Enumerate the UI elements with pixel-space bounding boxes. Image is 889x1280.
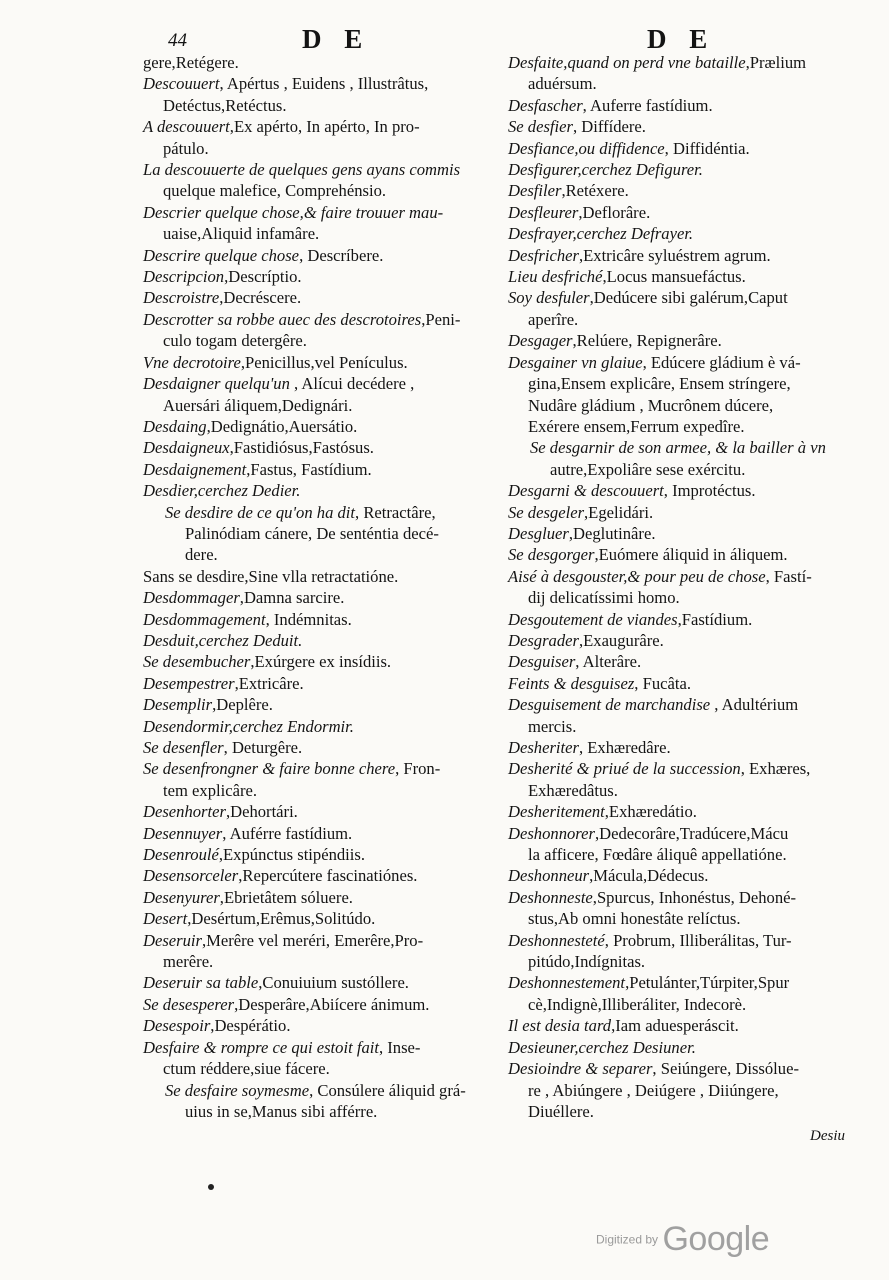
entry-gloss: , Exhæredâre. <box>578 738 671 757</box>
entry-gloss: ,Dedecorâre,Tradúcere,Mácu <box>594 823 789 843</box>
running-head-right: D E <box>647 24 716 54</box>
entry-headword: Desfiler <box>508 181 562 201</box>
dictionary-entry <box>508 651 853 672</box>
google-logo: Google <box>662 1220 770 1258</box>
dictionary-entry <box>143 972 485 993</box>
dictionary-entry <box>143 266 485 287</box>
entry-headword: Desgainer vn glaiue <box>508 352 643 372</box>
entry-headword: Descroistre <box>143 288 220 308</box>
dictionary-entry <box>143 159 485 202</box>
entry-gloss: ,Desperâre,Abiícere ánimum. <box>234 994 430 1014</box>
dictionary-entry <box>508 159 853 180</box>
entry-gloss: , Apértus , Euidens , Illustrâtus, <box>219 74 429 94</box>
entry-headword: Desfaite,quand on perd vne bataille <box>508 53 746 72</box>
entry-headword: Desdommagement <box>143 609 266 629</box>
dictionary-entry <box>143 801 485 822</box>
entry-headword: Deshonnorer <box>508 823 595 843</box>
dictionary-entry <box>143 1015 485 1036</box>
entry-gloss: , Descríbere. <box>299 245 384 265</box>
entry-headword: Desgrader <box>508 630 579 650</box>
entry-continuation: Auersári áliquem,Dedignári. <box>163 395 353 415</box>
dictionary-entry <box>508 758 853 801</box>
entry-gloss: ,Merêre vel meréri, Emerêre,Pro- <box>202 930 424 950</box>
entry-gloss: ,Iam aduesperáscit. <box>611 1016 739 1036</box>
entry-gloss: ,Fastidiósus,Fastósus. <box>229 438 374 458</box>
entry-headword: Deseruir <box>143 930 202 950</box>
dictionary-entry <box>508 801 853 822</box>
entry-headword: Se desenfrongner & faire bonne chere <box>143 759 396 779</box>
entry-gloss: , Adultérium <box>710 695 799 715</box>
digitized-by-text: Digitized by <box>596 1232 659 1247</box>
entry-headword: A descouuert <box>143 117 230 137</box>
dictionary-entry <box>508 480 853 501</box>
entry-gloss: , Seiúngere, Dissólue- <box>652 1059 799 1079</box>
entry-headword: Vne decrotoire <box>143 352 241 372</box>
dictionary-entry <box>143 994 485 1015</box>
entry-gloss: ,Deflorâre. <box>578 202 651 222</box>
entry-continuation: la afficere, Fœdâre áliquê appellatióne. <box>528 845 787 865</box>
entry-gloss: , Indémnitas. <box>265 609 352 629</box>
dictionary-entry <box>143 908 485 929</box>
entry-text: Sans se desdire,Sine vlla retractatióne. <box>143 566 399 586</box>
entry-gloss: , Improtéctus. <box>663 481 756 501</box>
entry-headword: Descrier quelque chose,& faire trouuer mau- <box>143 202 444 222</box>
dictionary-entry <box>143 823 485 844</box>
entry-gloss: ,Fastídium. <box>677 609 753 629</box>
dictionary-entry <box>508 116 853 137</box>
dictionary-entry <box>143 630 485 651</box>
entry-continuation: merêre. <box>163 952 214 972</box>
dictionary-entry <box>508 823 853 866</box>
dictionary-entry <box>508 972 853 1015</box>
entry-headword: Desgarni & descouuert <box>508 481 664 501</box>
entry-headword: Desenhorter <box>143 802 226 822</box>
dictionary-entry <box>508 1058 853 1122</box>
entry-gloss: ,Exúrgere ex insídiis. <box>250 652 392 672</box>
dictionary-entry <box>143 587 485 608</box>
entry-continuation: uaise,Aliquid infamâre. <box>163 224 320 244</box>
entry-gloss: , Alícui decédere , <box>289 374 415 394</box>
running-head-left: D E <box>302 24 371 54</box>
entry-continuation: Exhæredâtus. <box>528 780 618 800</box>
entry-headword: Descrotter sa robbe auec des descrotoires <box>143 309 422 329</box>
page-number: 44 <box>168 30 187 51</box>
entry-headword: Se desgarnir de son armee, & la bailler à vn <box>530 438 826 458</box>
entry-continuation: quelque malefice, Comprehénsio. <box>163 181 387 201</box>
dictionary-entry <box>143 116 485 159</box>
entry-gloss: ,Spurcus, Inhonéstus, Dehoné- <box>592 887 797 907</box>
entry-gloss: , Alterâre. <box>575 652 642 672</box>
entry-headword: Desfascher <box>508 95 583 115</box>
entry-headword: Il est desia tard <box>508 1016 612 1036</box>
entry-continuation: aduérsum. <box>528 74 597 94</box>
entry-headword: Descouuert <box>143 74 220 94</box>
right-column <box>508 52 853 1122</box>
entry-gloss: ,Penicillus,vel Penículus. <box>240 352 408 372</box>
entry-headword: Desdaigner quelqu'un <box>143 374 290 394</box>
entry-headword: Soy desfuler <box>508 288 590 308</box>
entry-headword: Se desembucher <box>143 652 251 672</box>
entry-gloss: ,Prælium <box>745 53 807 72</box>
dictionary-entry <box>143 309 485 352</box>
entry-headword: Desendormir,cerchez Endormir. <box>143 716 354 736</box>
entry-headword: Desdaigneux <box>143 438 230 458</box>
entry-gloss: ,Fastus, Fastídium. <box>246 459 372 479</box>
entry-headword: Se desfaire soymesme <box>165 1080 310 1100</box>
dictionary-entry <box>508 1037 853 1058</box>
dictionary-entry <box>143 566 485 587</box>
entry-headword: Desherité & priué de la succession <box>508 759 741 779</box>
entry-headword: Lieu desfriché <box>508 267 603 287</box>
digitized-mark <box>596 1220 769 1259</box>
entry-gloss: ,Deglutinâre. <box>568 523 656 543</box>
entry-gloss: ,Dehortári. <box>225 802 298 822</box>
dictionary-entry <box>508 609 853 630</box>
dictionary-entry <box>508 865 853 886</box>
dictionary-entry <box>143 737 485 758</box>
entry-headword: Desheritement <box>508 802 605 822</box>
entry-continuation: dere. <box>185 545 218 565</box>
dictionary-entry <box>508 287 853 330</box>
entry-headword: Se desgorger <box>508 545 595 565</box>
entry-headword: Desespoir <box>143 1016 211 1036</box>
entry-gloss: ,Conuiuium sustóllere. <box>258 973 409 993</box>
entry-headword: Desfaire & rompre ce qui estoit fait <box>143 1037 379 1057</box>
entry-gloss: , Fastí- <box>765 566 812 586</box>
entry-gloss: , Probrum, Illiberálitas, Tur- <box>604 930 792 950</box>
entry-gloss: ,Decréscere. <box>219 288 302 308</box>
entry-continuation: cè,Indignè,Illiberáliter, Indecorè. <box>528 994 747 1014</box>
dictionary-entry <box>508 694 853 737</box>
entry-continuation: tem explicâre. <box>163 780 257 800</box>
entry-headword: Desfricher <box>508 245 579 265</box>
entry-headword: Desguiser <box>508 652 576 672</box>
dictionary-entry <box>508 566 853 609</box>
entry-gloss: ,Ebrietâtem sóluere. <box>219 887 353 907</box>
entry-gloss: ,Damna sarcire. <box>239 588 345 608</box>
entry-continuation: pátulo. <box>163 138 209 158</box>
entry-gloss: ,Desértum,Erêmus,Solitúdo. <box>187 909 376 929</box>
entry-continuation: ctum réddere,siue fácere. <box>163 1059 330 1079</box>
entry-gloss: ,Relúere, Repignerâre. <box>572 331 722 351</box>
entry-continuation: Palinódiam cánere, De senténtia decé- <box>185 523 439 543</box>
entry-headword: Deshonnesteté <box>508 930 605 950</box>
entry-gloss: , Retractâre, <box>355 502 436 522</box>
dictionary-entry <box>143 52 485 73</box>
entry-gloss: ,Egelidári. <box>584 502 654 522</box>
dictionary-entry <box>143 694 485 715</box>
entry-headword: La descouuerte de quelques gens ayans commis <box>143 160 461 180</box>
entry-continuation: Diuéllere. <box>528 1101 594 1121</box>
entry-gloss: ,Exhæredátio. <box>604 802 697 822</box>
entry-headword: Desdier,cerchez Dedier. <box>143 481 301 501</box>
entry-headword: Desenroulé <box>143 845 219 865</box>
entry-gloss: ,Petulánter,Túrpiter,Spur <box>625 973 790 993</box>
dictionary-entry <box>508 352 853 438</box>
entry-headword: Deshonneur <box>508 866 590 886</box>
entry-gloss: , Fron- <box>395 759 441 779</box>
dictionary-entry <box>143 673 485 694</box>
entry-continuation: stus,Ab omni honestâte relíctus. <box>528 909 741 929</box>
dictionary-entry <box>143 459 485 480</box>
dictionary-entry <box>508 180 853 201</box>
entry-headword: Se desesperer <box>143 994 235 1014</box>
dictionary-entry <box>143 651 485 672</box>
dictionary-entry <box>143 609 485 630</box>
entry-gloss: , Auférre fastídium. <box>222 823 353 843</box>
entry-headword: Desgluer <box>508 523 569 543</box>
entry-headword: Desenyurer <box>143 887 220 907</box>
entry-gloss: ,Descríptio. <box>224 267 302 287</box>
dictionary-entry <box>143 416 485 437</box>
entry-headword: Deshonnestement <box>508 973 626 993</box>
dictionary-entry <box>508 223 853 244</box>
entry-continuation: Exérere ensem,Ferrum expedîre. <box>528 416 745 436</box>
entry-gloss: ,Locus mansuefáctus. <box>602 267 746 287</box>
dictionary-entry <box>508 266 853 287</box>
dictionary-entry <box>508 930 853 973</box>
dictionary-entry <box>143 480 485 501</box>
entry-headword: Desemplir <box>143 695 213 715</box>
entry-gloss: ,Mácula,Dédecus. <box>589 866 709 886</box>
dictionary-entry <box>143 352 485 373</box>
dictionary-entry <box>143 865 485 886</box>
dictionary-entry <box>143 887 485 908</box>
entry-gloss: , Fucâta. <box>634 673 691 693</box>
dictionary-entry <box>143 1080 485 1123</box>
entry-continuation: re , Abiúngere , Deiúgere , Diiúngere, <box>528 1080 779 1100</box>
dictionary-entry <box>143 930 485 973</box>
dictionary-entry <box>508 138 853 159</box>
dictionary-entry <box>508 737 853 758</box>
entry-headword: Desempestrer <box>143 673 235 693</box>
entry-headword: Se desdire de ce qu'on ha dit <box>165 502 356 522</box>
dictionary-entry <box>143 758 485 801</box>
entry-gloss: , Diffídere. <box>572 117 646 137</box>
entry-headword: Se desfier <box>508 117 573 137</box>
entry-gloss: ,Dedúcere sibi galérum,Caput <box>589 288 788 308</box>
entry-headword: Desieuner,cerchez Desiuner. <box>508 1037 696 1057</box>
entry-headword: Desioindre & separer <box>508 1059 653 1079</box>
entry-headword: Desguisement de marchandise <box>508 695 711 715</box>
entry-headword: Desdommager <box>143 588 240 608</box>
entry-gloss: ,Dedignátio,Auersátio. <box>206 416 358 436</box>
entry-gloss: ,Euómere áliquid in áliquem. <box>594 545 788 565</box>
dictionary-entry <box>508 673 853 694</box>
dictionary-entry <box>508 1015 853 1036</box>
dictionary-entry <box>508 502 853 523</box>
dictionary-entry <box>143 373 485 416</box>
dictionary-entry <box>508 52 853 95</box>
dictionary-entry <box>143 844 485 865</box>
entry-gloss: ,Extricâre syluéstrem agrum. <box>578 245 771 265</box>
dictionary-entry <box>508 887 853 930</box>
dictionary-entry <box>508 95 853 116</box>
entry-gloss: ,Peni- <box>421 309 461 329</box>
entry-headword: Desfiance,ou diffidence <box>508 138 665 158</box>
entry-gloss: ,Retéxere. <box>561 181 629 201</box>
dictionary-entry <box>143 437 485 458</box>
dictionary-entry <box>508 523 853 544</box>
entry-gloss: , Exhæres, <box>740 759 811 779</box>
entry-gloss: ,Extricâre. <box>234 673 304 693</box>
entry-gloss: ,Repercútere fascinatiónes. <box>238 866 418 886</box>
entry-continuation: Detéctus,Retéctus. <box>163 95 287 115</box>
dictionary-entry <box>508 630 853 651</box>
entry-headword: Desert <box>143 909 188 929</box>
dictionary-entry <box>143 1037 485 1080</box>
entry-continuation: culo togam detergêre. <box>163 331 307 351</box>
dictionary-entry <box>508 544 853 565</box>
entry-headword: Desfleurer <box>508 202 579 222</box>
entry-headword: Descripcion <box>143 267 225 287</box>
entry-gloss: ,Despérátio. <box>210 1016 291 1036</box>
entry-gloss: , Auferre fastídium. <box>582 95 713 115</box>
entry-headword: Desensorceler <box>143 866 239 886</box>
entry-headword: Desfrayer,cerchez Defrayer. <box>508 224 694 244</box>
entry-gloss: ,Exaugurâre. <box>578 630 664 650</box>
entry-headword: Deseruir sa table <box>143 973 259 993</box>
dictionary-entry <box>508 202 853 223</box>
dictionary-entry <box>508 330 853 351</box>
entry-headword: Descrire quelque chose <box>143 245 300 265</box>
entry-headword: Aisé à desgouster,& pour peu de chose <box>508 566 766 586</box>
entry-continuation: Nudâre gládium , Mucrônem dúcere, <box>528 395 774 415</box>
entry-headword: Se desgeler <box>508 502 585 522</box>
dictionary-entry <box>508 437 853 480</box>
entry-gloss: , Diffidéntia. <box>664 138 750 158</box>
entry-gloss: , Deturgêre. <box>223 738 303 757</box>
entry-continuation: pitúdo,Indígnitas. <box>528 952 646 972</box>
entry-continuation: dij delicatíssimi homo. <box>528 588 680 608</box>
entry-headword: Desduit,cerchez Deduit. <box>143 630 303 650</box>
entry-continuation: mercis. <box>528 716 577 736</box>
dictionary-entry <box>143 287 485 308</box>
dictionary-entry <box>143 73 485 116</box>
dictionary-entry <box>143 245 485 266</box>
entry-headword: Desheriter <box>508 738 579 757</box>
entry-headword: Desgager <box>508 331 573 351</box>
catchword: Desiu <box>810 1128 845 1144</box>
dictionary-entry <box>143 502 485 566</box>
entry-continuation: gina,Ensem explicâre, Ensem stríngere, <box>528 374 791 394</box>
entry-gloss: , Consúlere áliquid grá- <box>309 1080 466 1100</box>
entry-gloss: ,Expúnctus stipéndiis. <box>218 845 366 865</box>
dictionary-entry <box>508 245 853 266</box>
entry-headword: Deshonneste <box>508 887 593 907</box>
dictionary-entry <box>143 202 485 245</box>
entry-continuation: aperîre. <box>528 309 579 329</box>
dictionary-entry <box>143 716 485 737</box>
ink-dot <box>208 1184 214 1190</box>
left-column <box>143 52 485 1122</box>
entry-headword: Desfigurer,cerchez Defigurer. <box>508 160 703 180</box>
entry-headword: Desennuyer <box>143 823 223 843</box>
entry-headword: Desgoutement de viandes <box>508 609 678 629</box>
entry-text: gere,Retégere. <box>143 53 239 72</box>
entry-headword: Feints & desguisez <box>508 673 635 693</box>
entry-continuation: autre,Expoliâre sese exércitu. <box>550 459 746 479</box>
entry-headword: Desdaignement <box>143 459 247 479</box>
entry-gloss: ,Ex apérto, In apérto, In pro- <box>229 117 420 137</box>
entry-headword: Desdaing <box>143 416 207 436</box>
entry-gloss: ,Deplêre. <box>212 695 273 715</box>
entry-headword: Se desenfler <box>143 738 224 757</box>
entry-gloss: , Edúcere gládium è vá- <box>642 352 801 372</box>
entry-continuation: uius in se,Manus sibi afférre. <box>185 1101 378 1121</box>
entry-gloss: , Inse- <box>378 1037 421 1057</box>
